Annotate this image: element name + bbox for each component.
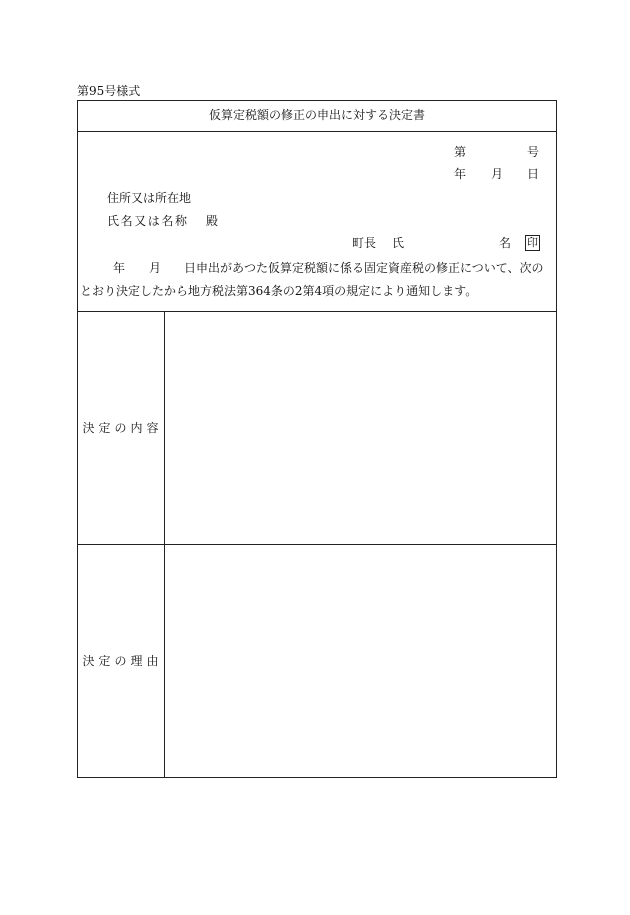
body-line-2: とおり決定したから地方税法第364条の2第4項の規定により通知します。 (80, 284, 478, 298)
decision-reason-field (165, 545, 555, 776)
date-year: 年 (454, 167, 467, 181)
recipient-name-label: 氏名又は名称 (107, 214, 189, 228)
issuer-title: 町長 (352, 236, 377, 250)
doc-number-prefix: 第 (454, 145, 467, 159)
recipient-honorific: 殿 (206, 214, 219, 228)
decision-content-field (165, 312, 555, 543)
seal-mark: 印 (527, 236, 538, 249)
body-month: 月 (149, 261, 162, 275)
body-year: 年 (113, 261, 126, 275)
decision-content-label: 決定の内容 (82, 421, 163, 435)
form-number: 第95号様式 (77, 84, 141, 98)
title-row-divider (77, 131, 557, 132)
date-month: 月 (491, 167, 504, 181)
document-title: 仮算定税額の修正の申出に対する決定書 (208, 108, 425, 122)
date-day: 日 (527, 167, 540, 181)
doc-number-suffix: 号 (527, 145, 540, 159)
issuer-name-last: 名 (499, 236, 512, 250)
decision-reason-label: 決定の理由 (82, 654, 163, 668)
recipient-address-label: 住所又は所在地 (107, 191, 192, 205)
body-line-1: 日申出があつた仮算定税額に係る固定資産税の修正について、次の (184, 261, 544, 275)
issuer-name-first: 氏 (392, 236, 405, 250)
